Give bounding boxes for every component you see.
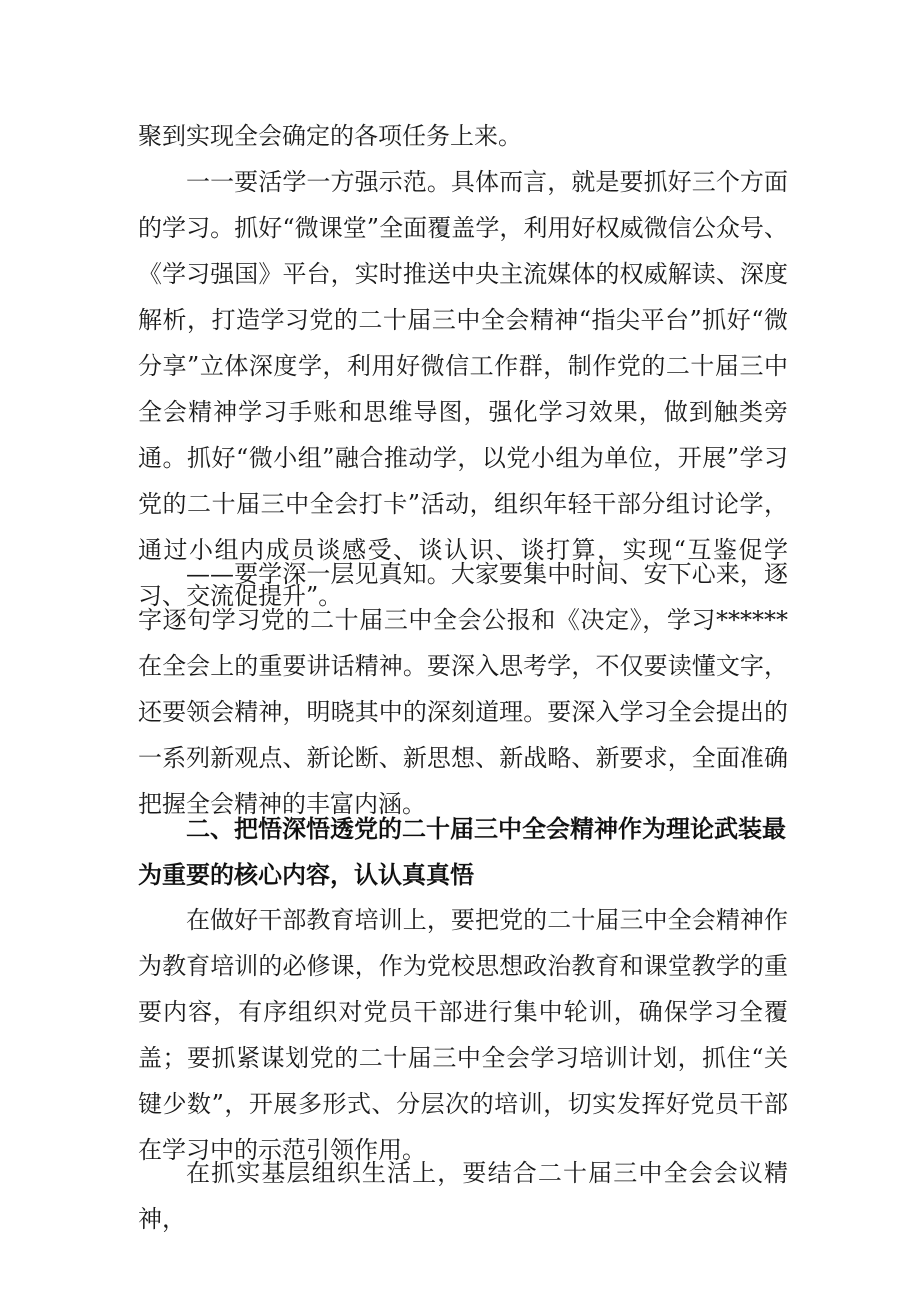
paragraph-deep-learning: ——要学深一层见真知。大家要集中时间、安下心来，逐字逐句学习党的二十届三中全会公报和《决定》，学习******在全会上的重要讲话精神。要深入思考学，不仅要读懂文字，还要领会精神，明晓其中的深刻道理。要深入学习全会提出的一系列新观点、新论断、新思想、新战略、新要求，全面准确把握全会精神的丰富内涵。: [138, 560, 788, 818]
paragraph-continuation: 聚到实现全会确定的各项任务上来。: [138, 122, 522, 150]
section-heading-2: 二、把悟深悟透党的二十届三中全会精神作为理论武装最为重要的核心内容，认认真真悟: [138, 815, 786, 889]
paragraph-active-learning: 一一要活学一方强示范。具体而言，就是要抓好三个方面的学习。抓好“微课堂”全面覆盖学，利用好权威微信公众号、《学习强国》平台，实时推送中央主流媒体的权威解读、深度解析，打造学习党的二十届三中全会精神“指尖平台”抓好“微分享”立体深度学，利用好微信工作群，制作党的二十届三中全会精神学习手账和思维导图，强化学习效果，做到触类旁通。抓好“微小组”融合推动学，以党小组为单位，开展”学习党的二十届三中全会打卡”活动，组织年轻干部分组讨论学，通过小组内成员谈感受、谈认识、谈打算，实现“互鉴促学习、交流促提升”。: [138, 168, 788, 610]
paragraph-grassroots: 在抓实基层组织生活上，要结合二十届三中全会会议精神，: [138, 1159, 788, 1233]
paragraph-cadre-training: 在做好干部教育培训上，要把党的二十届三中全会精神作为教育培训的必修课，作为党校思想政治教育和课堂教学的重要内容，有序组织对党员干部进行集中轮训，确保学习全覆盖；要抓紧谋划党的二十届三中全会学习培训计划，抓住“关键少数”，开展多形式、分层次的培训，切实发挥好党员干部在学习中的示范引领作用。: [138, 906, 788, 1164]
